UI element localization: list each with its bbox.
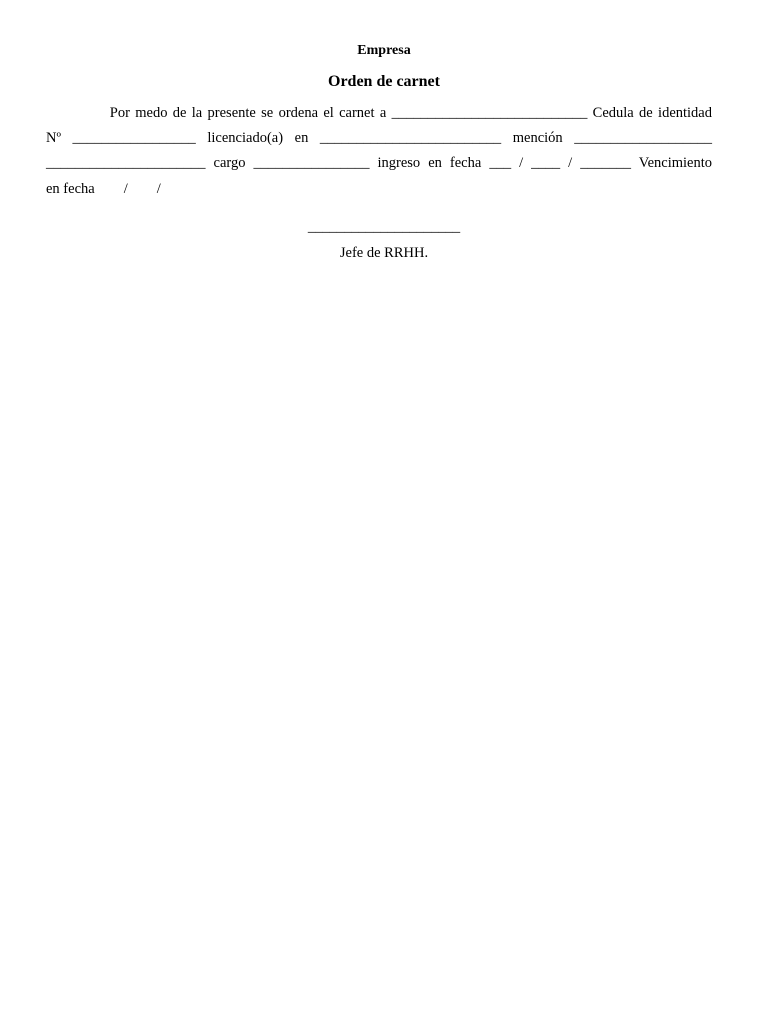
signature-label: Jefe de RRHH. [339,245,429,261]
body-line-1: Por medo de la presente se ordena el carnet a ___________________________ Cedula de identidad [46,105,712,121]
body-line-2: Nº _________________ licenciado(a) en _________________________ mención ___________________ [46,130,712,146]
signature-line: _____________________ [307,219,461,235]
body-line-3: ______________________ cargo ________________ ingreso en fecha ___ / ____ / _______ Vencimiento [46,155,712,171]
body-line-4: en fecha / / [46,181,161,197]
document-title: Orden de carnet [328,73,440,90]
company-name: Empresa [357,43,411,58]
